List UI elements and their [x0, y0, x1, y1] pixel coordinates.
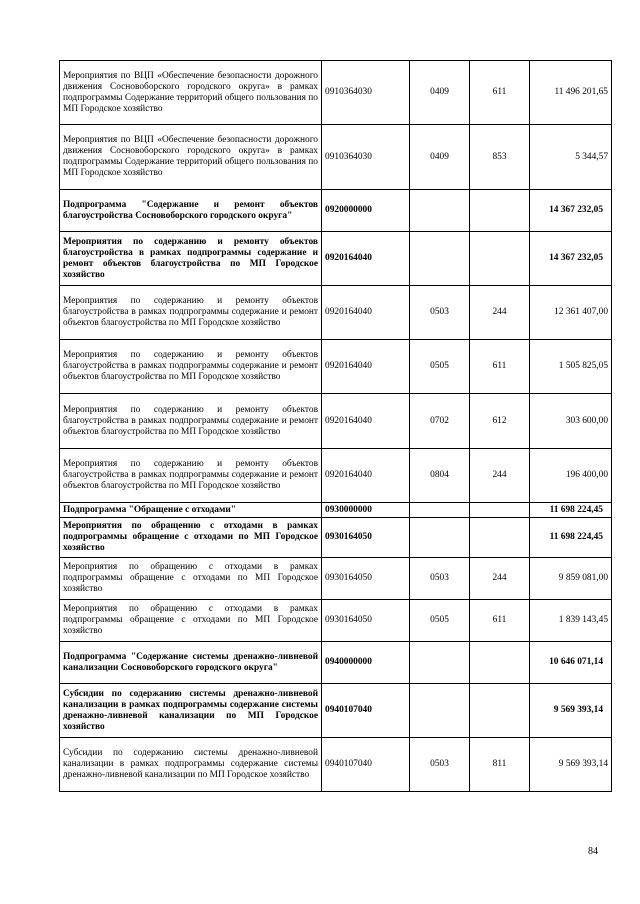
row-amount-cell: 12 361 407,00 [530, 286, 612, 340]
row-name-cell: Мероприятия по обращению с отходами в рамках подпрограммы обращение с отходами по МП Городское хозяйство [60, 518, 322, 558]
row-section-cell: 0503 [410, 558, 470, 600]
row-kind-cell: 611 [470, 600, 530, 642]
row-name-cell: Мероприятия по обращению с отходами в рамках подпрограммы обращение с отходами по МП Городское хозяйство [60, 558, 322, 600]
row-amount-cell: 1 505 825,05 [530, 340, 612, 394]
row-name-cell: Мероприятия по содержанию и ремонту объектов благоустройства в рамках подпрограммы содержание и ремонт объектов благоустройства по МП Городское хозяйство [60, 394, 322, 449]
row-kind-cell [470, 503, 530, 518]
row-section-cell: 0804 [410, 449, 470, 503]
row-name-cell: Подпрограмма "Содержание и ремонт объектов благоустройства Сосновоборского городского округа" [60, 190, 322, 232]
row-kind-cell: 853 [470, 125, 530, 190]
row-section-cell: 0505 [410, 600, 470, 642]
row-name-cell: Субсидии по содержанию системы дренажно-ливневой канализации в рамках подпрограммы содержание системы дренажно-ливневой канализации по МП Городское хозяйство [60, 738, 322, 792]
row-code-cell: 0920000000 [322, 190, 410, 232]
row-section-cell: 0503 [410, 738, 470, 792]
row-code-cell: 0930164050 [322, 518, 410, 558]
table-row [60, 125, 612, 190]
row-code-cell: 0930164050 [322, 600, 410, 642]
row-amount-cell: 303 600,00 [530, 394, 612, 449]
table-row [60, 558, 612, 600]
row-code-cell: 0930000000 [322, 503, 410, 518]
table-row [60, 340, 612, 394]
table-row [60, 642, 612, 684]
row-kind-cell: 611 [470, 61, 530, 125]
row-amount-cell: 11 496 201,65 [530, 61, 612, 125]
row-amount-cell: 9 569 393,14 [530, 738, 612, 792]
row-section-cell [410, 190, 470, 232]
row-section-cell [410, 232, 470, 286]
table-row [60, 738, 612, 792]
row-amount-cell: 10 646 071,14 [530, 642, 612, 684]
row-name-cell: Мероприятия по содержанию и ремонту объектов благоустройства в рамках подпрограммы содержание и ремонт объектов благоустройства по МП Городское хозяйство [60, 286, 322, 340]
row-kind-cell [470, 518, 530, 558]
row-name-cell: Мероприятия по обращению с отходами в рамках подпрограммы обращение с отходами по МП Городское хозяйство [60, 600, 322, 642]
table-row [60, 286, 612, 340]
table-row [60, 190, 612, 232]
row-amount-cell: 9 569 393,14 [530, 684, 612, 738]
table-row [60, 518, 612, 558]
row-section-cell [410, 642, 470, 684]
row-name-cell: Мероприятия по содержанию и ремонту объектов благоустройства в рамках подпрограммы содержание и ремонт объектов благоустройства по МП Городское хозяйство [60, 340, 322, 394]
row-amount-cell: 11 698 224,45 [530, 518, 612, 558]
row-kind-cell [470, 190, 530, 232]
row-section-cell [410, 684, 470, 738]
budget-table [59, 60, 612, 792]
row-kind-cell: 612 [470, 394, 530, 449]
table-row [60, 600, 612, 642]
row-amount-cell: 5 344,57 [530, 125, 612, 190]
row-kind-cell: 811 [470, 738, 530, 792]
table-row [60, 61, 612, 125]
row-section-cell [410, 503, 470, 518]
row-amount-cell: 14 367 232,05 [530, 190, 612, 232]
row-amount-cell: 11 698 224,45 [530, 503, 612, 518]
row-kind-cell [470, 684, 530, 738]
row-kind-cell: 244 [470, 558, 530, 600]
row-name-cell: Подпрограмма "Содержание системы дренажно-ливневой канализации Сосновоборского городского округа" [60, 642, 322, 684]
table-row [60, 449, 612, 503]
row-code-cell: 0940000000 [322, 642, 410, 684]
row-amount-cell: 9 859 081,00 [530, 558, 612, 600]
row-kind-cell: 611 [470, 340, 530, 394]
row-amount-cell: 196 400,00 [530, 449, 612, 503]
row-section-cell: 0409 [410, 125, 470, 190]
row-code-cell: 0910364030 [322, 125, 410, 190]
row-code-cell: 0910364030 [322, 61, 410, 125]
row-name-cell: Мероприятия по ВЦП «Обеспечение безопасности дорожного движения Сосновоборского городского округа» в рамках подпрограммы Содержание территорий общего пользования по МП Городское хозяйство [60, 125, 322, 190]
row-code-cell: 0940107040 [322, 684, 410, 738]
row-name-cell: Мероприятия по содержанию и ремонту объектов благоустройства в рамках подпрограммы содержание и ремонт объектов благоустройства по МП Городское хозяйство [60, 449, 322, 503]
table-row [60, 394, 612, 449]
row-name-cell: Подпрограмма "Обращение с отходами" [60, 503, 322, 518]
row-amount-cell: 1 839 143,45 [530, 600, 612, 642]
row-section-cell: 0505 [410, 340, 470, 394]
row-section-cell: 0503 [410, 286, 470, 340]
row-name-cell: Субсидии по содержанию системы дренажно-ливневой канализации в рамках подпрограммы содержание системы дренажно-ливневой канализации по МП Городское хозяйство [60, 684, 322, 738]
row-kind-cell: 244 [470, 286, 530, 340]
row-code-cell: 0930164050 [322, 558, 410, 600]
row-kind-cell [470, 642, 530, 684]
table-row [60, 684, 612, 738]
row-section-cell: 0409 [410, 61, 470, 125]
row-code-cell: 0920164040 [322, 340, 410, 394]
row-kind-cell [470, 232, 530, 286]
table-row [60, 503, 612, 518]
row-kind-cell: 244 [470, 449, 530, 503]
row-code-cell: 0920164040 [322, 394, 410, 449]
row-code-cell: 0940107040 [322, 738, 410, 792]
row-code-cell: 0920164040 [322, 449, 410, 503]
row-section-cell: 0702 [410, 394, 470, 449]
row-code-cell: 0920164040 [322, 232, 410, 286]
row-name-cell: Мероприятия по содержанию и ремонту объектов благоустройства в рамках подпрограммы содержание и ремонт объектов благоустройства по МП Городское хозяйство [60, 232, 322, 286]
row-code-cell: 0920164040 [322, 286, 410, 340]
row-section-cell [410, 518, 470, 558]
page-number: 84 [588, 846, 598, 857]
table-row [60, 232, 612, 286]
row-amount-cell: 14 367 232,05 [530, 232, 612, 286]
row-name-cell: Мероприятия по ВЦП «Обеспечение безопасности дорожного движения Сосновоборского городского округа» в рамках подпрограммы Содержание территорий общего пользования по МП Городское хозяйство [60, 61, 322, 125]
